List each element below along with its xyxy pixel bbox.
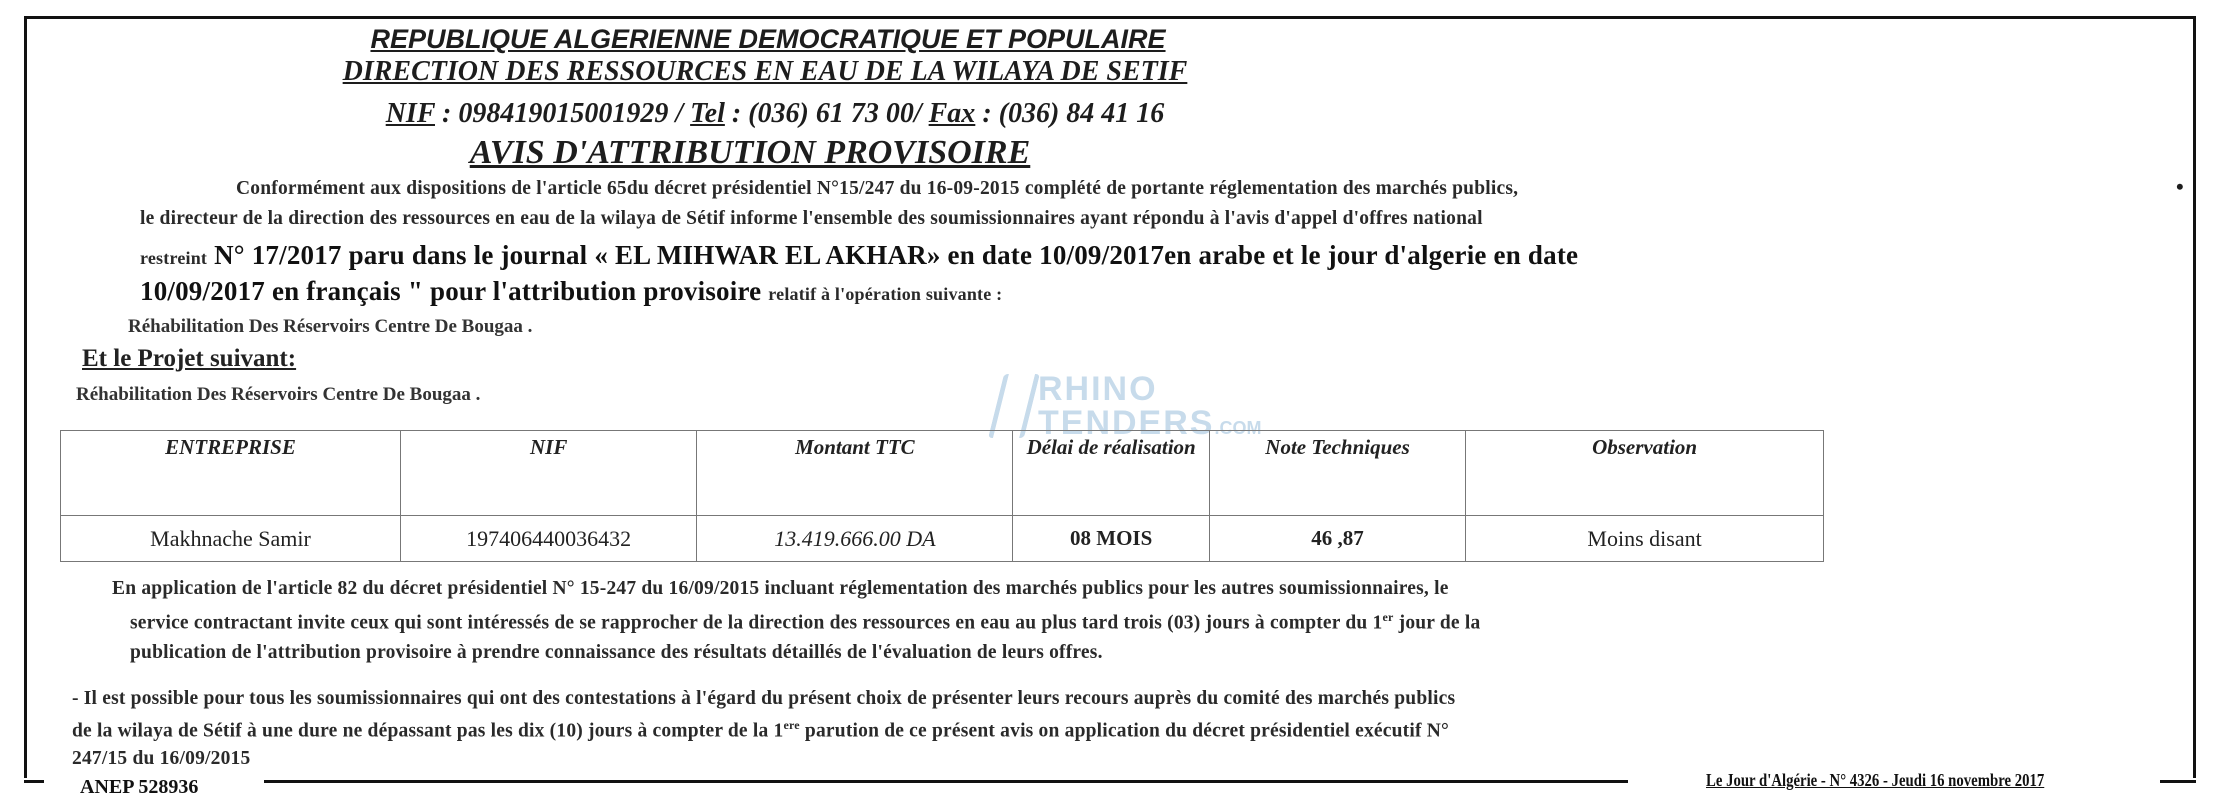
- col-header-note: Note Techniques: [1209, 431, 1465, 516]
- results-table: [60, 430, 1824, 562]
- header-republic: REPUBLIQUE ALGERIENNE DEMOCRATIQUE ET POPULAIRE: [370, 24, 1166, 54]
- paragraph-2-line-2: [130, 610, 1480, 635]
- project-name: Réhabilitation Des Réservoirs Centre De Bougaa .: [76, 384, 481, 405]
- rhino-logo-icon: [988, 374, 1040, 438]
- cell-entreprise: Makhnache Samir: [61, 516, 401, 562]
- col-header-nif: NIF: [400, 431, 696, 516]
- cell-delai: 08 MOIS: [1013, 516, 1210, 562]
- tel-label: Tel: [690, 98, 725, 129]
- col-header-delai: Délai de réalisation: [1013, 431, 1210, 516]
- p3-sup: ere: [783, 718, 800, 732]
- notice-title: AVIS D'ATTRIBUTION PROVISOIRE: [469, 134, 1031, 171]
- col-header-entreprise: ENTREPRISE: [61, 431, 401, 516]
- p3-line-2b: parution de ce présent avis on application du décret présidentiel exécutif N°: [799, 720, 1450, 742]
- cell-note: 46 ,87: [1209, 516, 1465, 562]
- bottom-rule-left: [24, 780, 44, 783]
- paragraph-1-line-3: [140, 240, 1578, 271]
- line-3-big: N° 17/2017 paru dans le journal « EL MIHWAR EL AKHAR» en date 10/09/2017en arabe et le jour d'algerie en date: [207, 240, 1579, 270]
- paragraph-3-line-2: [72, 718, 1449, 743]
- paragraph-2-line-1: En application de l'article 82 du décret présidentiel N° 15-247 du 16/09/2015 incluant réglementation des marchés publics pour les autres soumissionnaires, le: [112, 578, 1449, 599]
- p2-line-2a: service contractant invite ceux qui sont intéressés de se rapprocher de la direction des ressources en eau au plus tard trois (03) jours à compter du 1: [130, 612, 1383, 634]
- p2-line-2b: jour de la: [1393, 612, 1481, 634]
- watermark-tenders: TENDERS: [1038, 404, 1215, 442]
- nif-label: NIF: [385, 98, 435, 129]
- p3-line-2a: de la wilaya de Sétif à une dure ne dépassant pas les dix (10) jours à compter de la 1: [72, 720, 784, 742]
- p2-sup: er: [1382, 610, 1394, 624]
- header-contacts: [0, 98, 1550, 130]
- operation-name: Réhabilitation Des Réservoirs Centre De Bougaa .: [128, 316, 533, 337]
- bottom-rule-right: [2160, 780, 2196, 783]
- header-direction: DIRECTION DES RESSOURCES EN EAU DE LA WILAYA DE SETIF: [342, 56, 1188, 87]
- cell-nif: 197406440036432: [400, 516, 696, 562]
- table-row: [61, 516, 1824, 562]
- watermark-line-1: RHINO: [1038, 370, 1158, 408]
- col-header-observation: Observation: [1466, 431, 1824, 516]
- bullet-dot: •: [2176, 174, 2184, 199]
- watermark-suffix: .COM: [1214, 418, 1262, 438]
- cell-montant: 13.419.666.00 DA: [697, 516, 1013, 562]
- col-header-montant: Montant TTC: [697, 431, 1013, 516]
- paragraph-2-line-3: publication de l'attribution provisoire à prendre connaissance des résultats détaillés de l'évaluation de leurs offres.: [130, 642, 1103, 663]
- paragraph-3-line-3: 247/15 du 16/09/2015: [72, 748, 251, 769]
- fax-value: : (036) 84 41 16: [975, 98, 1165, 129]
- project-heading: Et le Projet suivant:: [82, 345, 297, 372]
- anep-reference: ANEP 528936: [80, 776, 199, 798]
- fax-label: Fax: [928, 98, 976, 129]
- tel-value: : (036) 61 73 00/: [724, 98, 929, 129]
- line-3-small: restreint: [140, 248, 208, 268]
- cell-observation: Moins disant: [1466, 516, 1824, 562]
- line-4-big: 10/09/2017 en français " pour l'attribution provisoire: [140, 276, 769, 306]
- paragraph-3-line-1: - Il est possible pour tous les soumissionnaires qui ont des contestations à l'égard du présent choix de présenter leurs recours auprès du comité des marchés publics: [72, 688, 1456, 709]
- nif-value: : 098419015001929 /: [435, 98, 691, 129]
- bottom-rule-middle: [264, 780, 1628, 783]
- journal-reference: Le Jour d'Algérie - N° 4326 - Jeudi 16 novembre 2017: [1706, 770, 2045, 790]
- paragraph-1-line-4: [140, 276, 1002, 307]
- paragraph-1-line-2: le directeur de la direction des ressources en eau de la wilaya de Sétif informe l'ensemble des soumissionnaires ayant répondu à l'avis d'appel d'offres national: [140, 208, 1483, 229]
- paragraph-1-line-1: Conformément aux dispositions de l'article 65du décret présidentiel N°15/247 du 16-09-2015 complété de portante réglementation des marchés publics,: [236, 178, 1519, 199]
- table-header-row: [61, 431, 1824, 516]
- line-4-small: relatif à l'opération suivante :: [768, 284, 1003, 304]
